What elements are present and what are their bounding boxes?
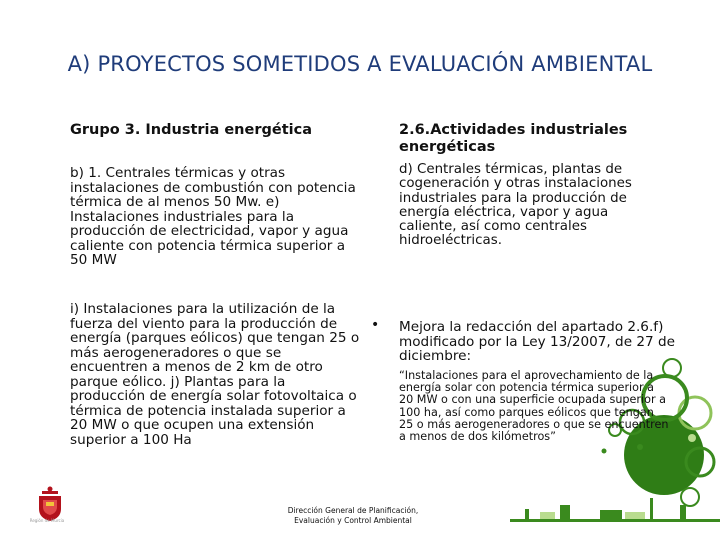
right-bullet-text: Mejora la redacción del apartado 2.6.f) modificado por la Ley 13/2007, de 27 de diciembre: xyxy=(399,319,675,364)
bubble-ring-7 xyxy=(681,488,699,506)
bubble-ring-1 xyxy=(679,397,711,429)
footer xyxy=(278,506,428,526)
bubble-small-2 xyxy=(602,449,607,454)
bullet-point: • xyxy=(371,317,380,333)
bubble-small-1 xyxy=(637,444,643,450)
right-item-d: d) Centrales térmicas, plantas de cogeneración y otras instalaciones industriales para la producción de energía eléctrica, vapor y agua caliente, así como centrales hidroeléctricas. xyxy=(399,162,632,249)
footer-line-1: Dirección General de Planificación, xyxy=(287,506,419,515)
left-items-2: i) Instalaciones para la utilización de la fuerza del viento para la producción de energía (parques eólicos) que tengan 25 o más aerogeneradores o que se encuentren a menos de 2 km de otro parque eólico. j) Plantas para la producción de energía solar fotovoltaica o térmica de potencia instalada superior a 20 MW o que ocupen una extensión superior a 100 Ha xyxy=(70,301,360,448)
region-murcia-logo xyxy=(30,485,70,535)
right-heading: 2.6.Actividades industriales energéticas xyxy=(399,122,628,155)
landscape-strip xyxy=(510,498,720,522)
footer-line-2: Evaluación y Control Ambiental xyxy=(294,516,412,525)
left-items-1: b) 1. Centrales térmicas y otras instalaciones de combustión con potencia térmica de al menos 50 Mw. e) Instalaciones industriales para la producción de electricidad, vapor y agua caliente con potencia térmica superior a 50 MW xyxy=(70,165,356,268)
bubble-small-3 xyxy=(688,434,696,442)
left-heading: Grupo 3. Industria energética xyxy=(70,122,312,138)
right-quote: “Instalaciones para el aprovechamiento de la energía solar con potencia térmica superior a 20 MW o con una superficie ocupada superior a 100 ha, así como parques eólicos que tengan 25 o más aerogeneradores o que se encuentren a menos de dos kilómetros” xyxy=(399,369,669,444)
logo-caption: Región de Murcia xyxy=(29,518,65,523)
slide-title: A) PROYECTOS SOMETIDOS A EVALUACIÓN AMBIENTAL xyxy=(67,52,653,76)
